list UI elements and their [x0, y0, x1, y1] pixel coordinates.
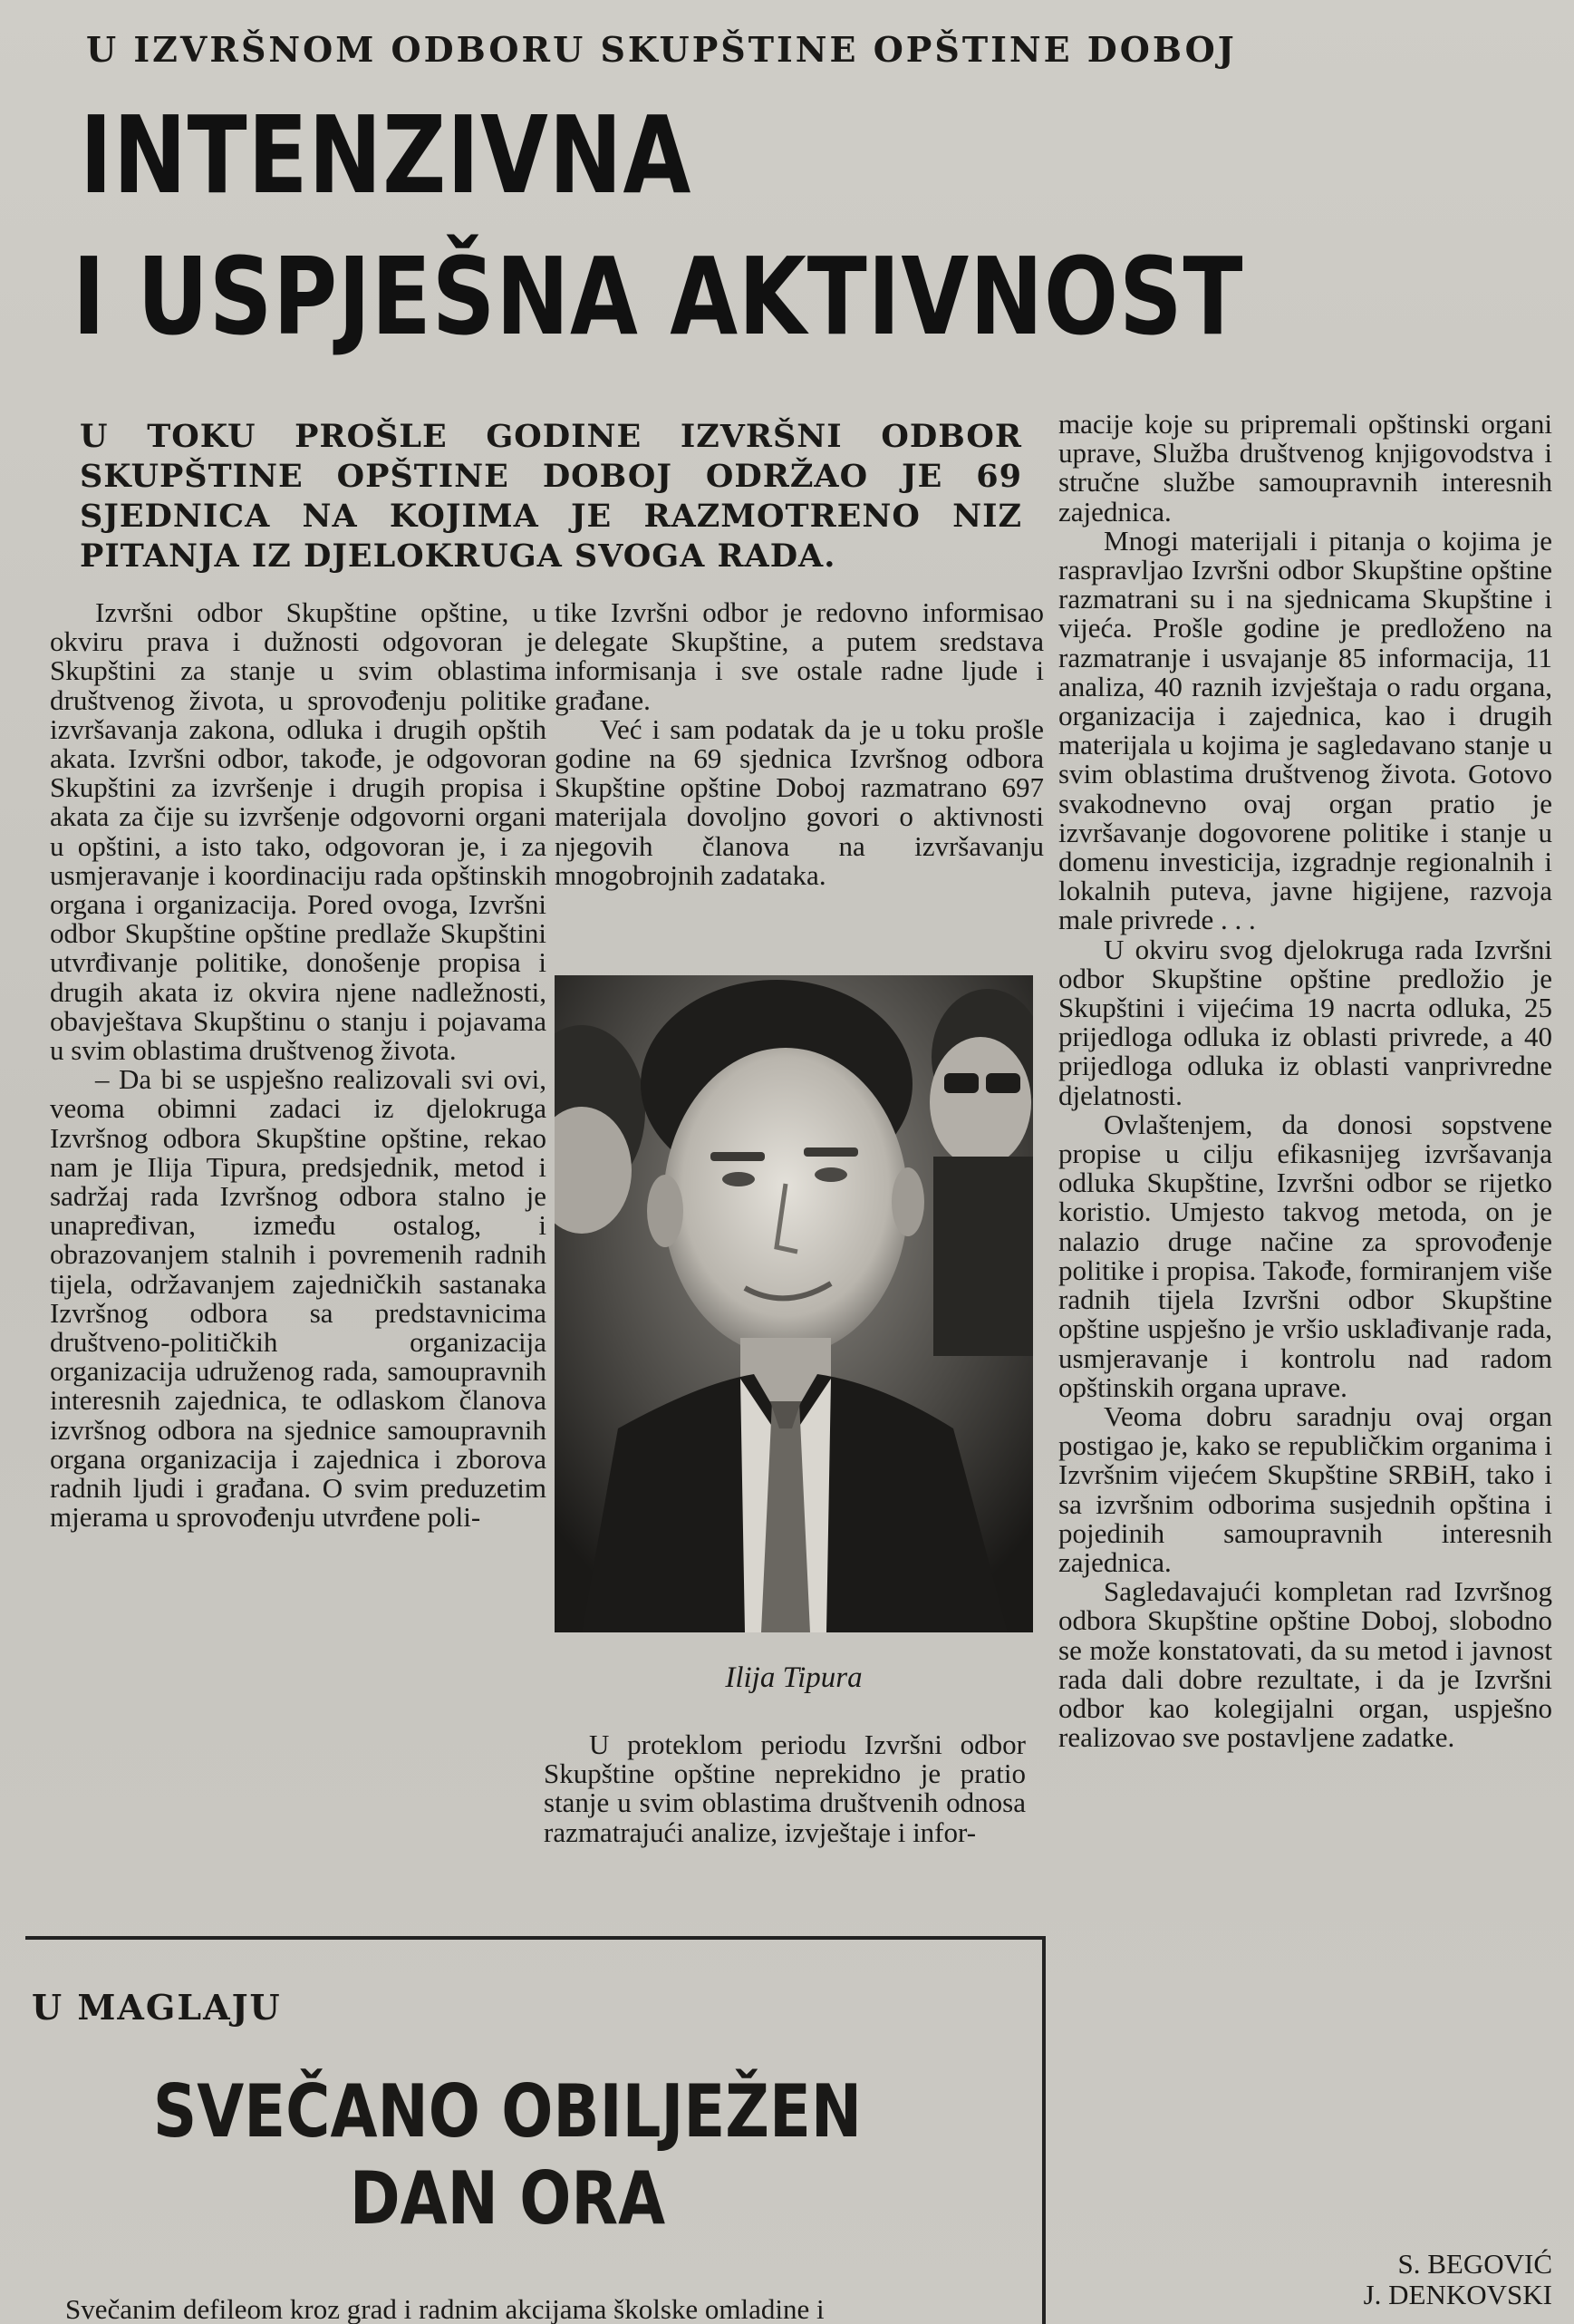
paragraph: U okviru svog djelokruga rada Izvršni odbor Skupštine opštine predložio je Skupštini i vijećima 19 nacrta odluka, 25 prijedloga odluka iz oblasti privrede, a 40 prijedloga odluka iz oblasti vanprivredne djelatnosti.: [1058, 933, 1552, 1111]
paragraph: – Da bi se uspješno realizovali svi ovi, veoma obimni zadaci iz djelokruga Izvršnog odbora Skupštine opštine, rekao nam je Ilija Tipura, predsjednik, metod i sadržaj rada Izvršnog odbora stalno je unapređivan, između ostalog, i obrazovanjem stalnih i povremenih radnih tijela, održavanjem zajedničkih sastanaka Izvršnog odbora sa predstavnicima društveno-političkih organizacija organizacija udruženog rada, samoupravnih interesnih zajednica, te odlaskom članova izvršnog odbora na sjednice samoupravnih organa organizacija i zajednica i zborova radnih ljudi i građana. O svim preduzetim mjerama u sprovođenju utvrđene poli-: [50, 1063, 546, 1534]
headline-line-1: INTENZIVNA: [80, 92, 692, 218]
article2-first-line: Svečanim defileom kroz grad i radnim akcijama školske omladine i: [65, 2295, 825, 2324]
portrait-image: [555, 975, 1033, 1632]
horizontal-rule: [25, 1936, 1042, 1940]
paragraph: Veoma dobru saradnju ovaj organ postigao je, kako se republičkim organima i Izvršnim vijećem Skupštine SRBiH, tako i sa izvršnim odborima susjednih opština i pojedinih samoupravnih interesnih zajednica.: [1058, 1399, 1552, 1578]
portrait-photo: [555, 975, 1033, 1632]
paragraph: tike Izvršni odbor je redovno informisao delegate Skupštine, a putem sredstava informisanja i sve ostale radne ljude i građane.: [555, 596, 1044, 716]
article-lead: U TOKU PROŠLE GODINE IZVRŠNI ODBOR SKUPŠTINE OPŠTINE DOBOJ ODRŽAO JE 69 SJEDNICA NA KOJIMA JE RAZMOTRENO NIZ PITANJA IZ DJELOKRUGA SVOGA RADA.: [80, 418, 1022, 575]
article-column-2-top: [555, 598, 1044, 890]
paragraph: Ovlaštenjem, da donosi sopstvene propise u cilju efikasnijeg izvršavanja odluka Skupštine, Izvršni odbor se rijetko koristio. Umjesto takvog metoda, on je nalazio druge načine za sprovođenje politike i propisa. Takođe, formiranjem više radnih tijela Izvršni odbor Skupštine opštine uspješno je vršio usklađivanje rada, usmjeravanje i kontrolu nad radom opštinskih organa uprave.: [1058, 1108, 1552, 1403]
paragraph: Mnogi materijali i pitanja o kojima je raspravljao Izvršni odbor Skupštine opštine razmatrani su i na sjednicama Skupštine i vijeća. Prošle godine je predloženo na razmatranje i usvajanje 85 informacija, 11 analiza, 40 raznih izvještaja o radu organa, organizacija i zajednica, kao i drugih materijala u kojima je sagledavano stanje u svim oblastima društvenog života. Gotovo svakodnevno ovaj organ pratio je izvršavanje dogovorene politike i stanje u domenu investicija, izgradnje regionalnih i lokalnih puteva, javne higijene, razvoja male privrede . . .: [1058, 524, 1552, 936]
paragraph: macije koje su pripremali opštinski organi uprave, Služba društvenog knjigovodstva i stručne službe samoupravnih interesnih zajednica.: [1058, 408, 1552, 528]
article2-headline: SVEČANO OBILJEŽEN DAN ORA: [152, 2069, 863, 2241]
paragraph: Već i sam podatak da je u toku prošle godine na 69 sjednica Izvršnog odbora Skupštine opštine Doboj razmatrano 697 materijala dovoljno govori o aktivnosti njegovih članova na izvršavanju mnogobrojnih zadataka.: [555, 712, 1044, 891]
byline-2: J. DENKOVSKI: [1363, 2279, 1552, 2310]
paragraph: Sagledavajući kompletan rad Izvršnog odbora Skupštine opštine Doboj, slobodno se može konstatovati, da su metod i javnost rada dali dobre rezultate, i da je Izvršni odbor kao kolegijalni organ, uspješno realizovao sve postavljene zadatke.: [1058, 1575, 1552, 1754]
paragraph: U proteklom periodu Izvršni odbor Skupštine opštine neprekidno je pratio stanje u svim oblastima društvenih odnosa razmatrajući analize, izvještaje i infor-: [544, 1728, 1026, 1848]
paragraph: Izvršni odbor Skupštine opštine, u okviru prava i dužnosti odgovoran je Skupštini za stanje u svim oblastima društvenog života, u sprovođenju politike izvršavanja zakona, odluka i drugih opštih akata. Izvršni odbor, takođe, je odgovoran Skupštini za izvršenje i drugih propisa i akata za čije su izvršenje odgovorni organi u opštini, a isto tako, odgovoran je, i za usmjeravanje i koordinaciju rada opštinskih organa i organizacija. Pored ovoga, Izvršni odbor Skupštine opštine predlaže Skupštini utvrđivanje politike, donošenje propisa i drugih akata iz okvira njene nadležnosti, obavještava Skupštinu o stanju i pojavama u svim oblastima društvenog života.: [50, 596, 546, 1067]
article-column-3: [1058, 410, 1552, 1752]
article2-kicker: U MAGLAJU: [32, 1987, 282, 2028]
vertical-rule: [1042, 1936, 1046, 2324]
article-column-1: [50, 598, 546, 1533]
photo-caption: Ilija Tipura: [725, 1661, 863, 1694]
headline-line-2: I USPJEŠNA AKTIVNOST: [72, 234, 1244, 359]
article-column-2-bottom: [544, 1730, 1026, 1847]
article-kicker: U IZVRŠNOM ODBORU SKUPŠTINE OPŠTINE DOBOJ: [86, 29, 1237, 70]
byline-1: S. BEGOVIĆ: [1397, 2248, 1552, 2280]
